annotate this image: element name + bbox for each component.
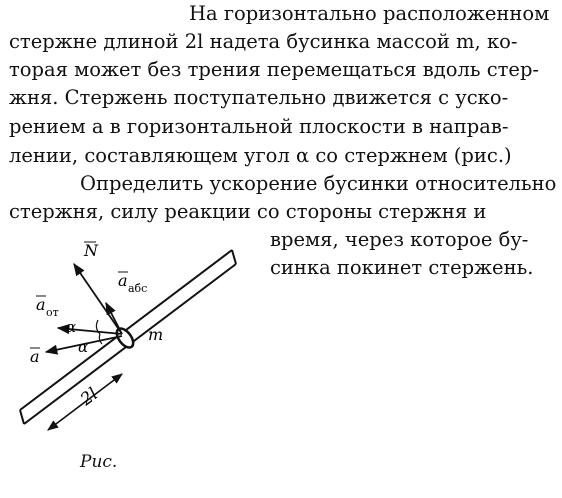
label-a: a <box>30 347 40 366</box>
text-line-2: стержне длиной 2l надета бусинка массой m, ко- <box>9 30 518 53</box>
figure-caption: Рис. <box>80 452 118 472</box>
label-alpha-lower: α <box>78 338 89 356</box>
label-a-ot-sub: от <box>46 306 59 319</box>
text-line-6: лении, составляющем угол α со стержнем (рис.) <box>9 144 512 167</box>
text-line-3: торая может без трения перемещаться вдоль стер- <box>9 58 540 81</box>
text-line-10: синка покинет стержень. <box>270 256 534 279</box>
a-abs-arrow <box>106 303 122 334</box>
label-2l: 2l <box>76 384 102 410</box>
label-m: m <box>148 325 164 344</box>
text-line-7: Определить ускорение бусинки относительно <box>80 172 557 195</box>
text-line-4: жня. Стержень поступательно движется с уско- <box>9 86 509 109</box>
text-line-1: На горизонтально расположенном <box>189 2 550 25</box>
text-line-9: время, через которое бу- <box>270 228 529 251</box>
angle-arc-2 <box>99 334 102 344</box>
bead <box>114 326 137 351</box>
label-alpha-upper: α <box>66 318 77 336</box>
text-line-8: стержня, силу реакции со стороны стержня и <box>9 200 487 223</box>
label-a-abs: a <box>118 271 128 290</box>
text-line-5: рением a в горизонтальной плоскости в направ- <box>9 115 509 138</box>
normal-force-arrow <box>74 264 122 334</box>
rod-bead-figure <box>0 230 270 450</box>
label-a-ot: a <box>36 295 46 314</box>
label-N: N <box>84 241 98 260</box>
label-a-abs-sub: абс <box>128 282 148 295</box>
